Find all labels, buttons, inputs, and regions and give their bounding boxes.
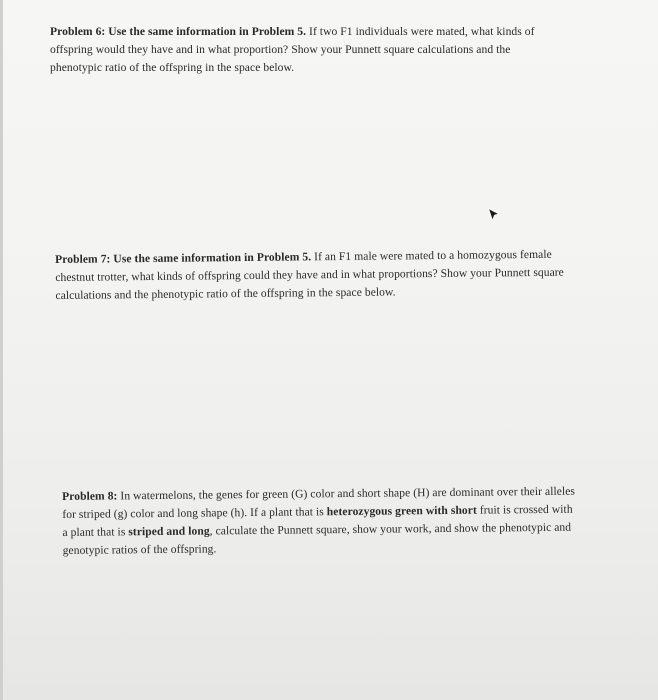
bold-text-run: striped and long: [128, 524, 210, 539]
bold-text-run: Problem 8:: [62, 489, 118, 503]
text-run: In watermelons, the genes for green (G) color and short shape (H) are dominant over their alleles: [117, 484, 576, 503]
bold-text-run: Problem 6: Use the same information in Problem 5.: [50, 25, 307, 38]
text-run: calculations and the phenotypic ratio of the offspring in the space below.: [55, 285, 396, 302]
page-edge: [0, 0, 3, 700]
bold-text-run: Problem 7: Use the same information in Problem 5.: [55, 250, 312, 266]
text-run: offspring would they have and in what proportion? Show your Punnett square calculations and the: [50, 43, 511, 56]
text-run: for striped (g) color and long shape (h). If a plant that is: [62, 505, 327, 521]
problem-6-line: [50, 59, 535, 77]
problem-8-text: [62, 483, 576, 560]
bold-text-run: heterozygous green with short: [326, 503, 477, 519]
problem-6-line: [50, 23, 535, 41]
text-run: fruit is crossed with: [476, 502, 573, 517]
text-run: phenotypic ratio of the offspring in the space below.: [50, 61, 295, 74]
text-run: chestnut trotter, what kinds of offspring could they have and in what proportions? Show your Punnett square: [55, 265, 564, 284]
problem-6-text: [50, 23, 535, 77]
text-run: If an F1 male were mated to a homozygous female: [311, 247, 552, 264]
problem-7-text: [55, 246, 564, 305]
text-run: If two F1 individuals were mated, what kinds of: [306, 25, 535, 38]
problem-6-line: [50, 41, 535, 59]
text-run: , calculate the Punnett square, show your work, and show the phenotypic and: [209, 520, 572, 538]
mouse-pointer-icon: [488, 208, 500, 222]
text-run: genotypic ratios of the offspring.: [62, 542, 217, 557]
text-run: a plant that is: [62, 525, 129, 539]
